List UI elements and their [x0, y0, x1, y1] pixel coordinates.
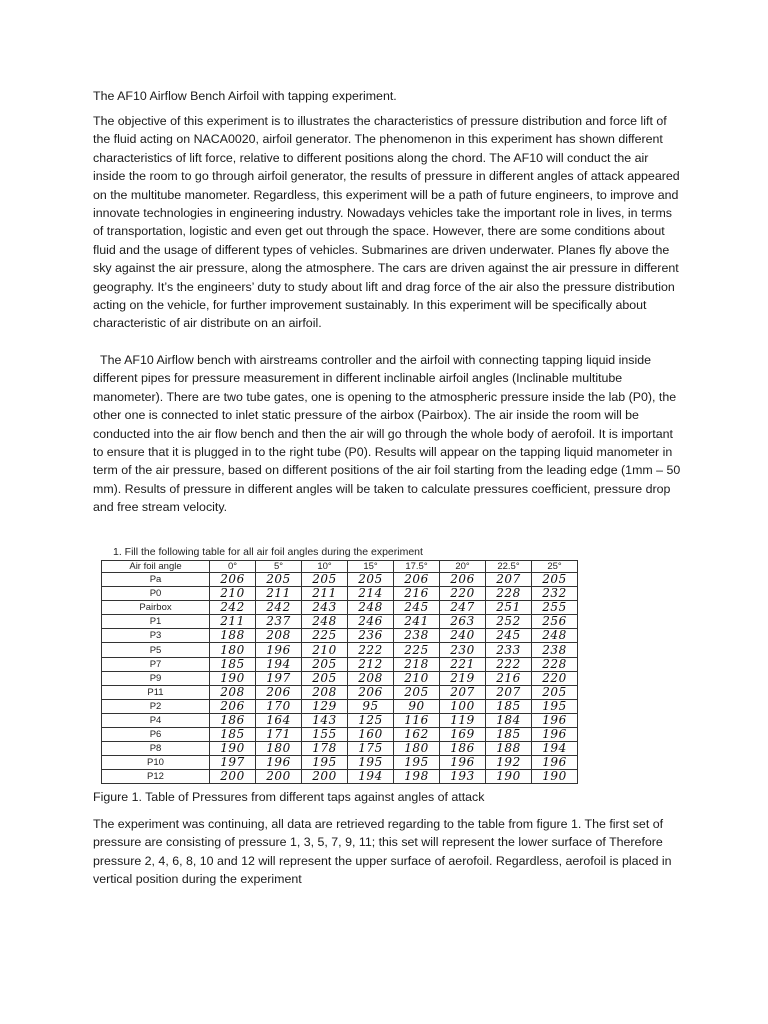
pressure-value-cell: 143 [302, 713, 348, 727]
pressure-value-cell: 116 [394, 713, 440, 727]
pressure-label-cell: P1 [102, 615, 210, 629]
pressure-value-cell: 216 [394, 587, 440, 601]
pressure-value-cell: 248 [532, 629, 578, 643]
angle-header-cell: 0° [210, 561, 256, 573]
angle-header-cell: 17.5° [394, 561, 440, 573]
pressure-value-cell: 205 [532, 685, 578, 699]
pressure-value-cell: 190 [532, 770, 578, 784]
pressure-value-cell: 206 [440, 573, 486, 587]
table-header-row [102, 561, 578, 573]
pressure-value-cell: 211 [302, 587, 348, 601]
table-row [102, 699, 578, 713]
pressure-value-cell: 207 [486, 685, 532, 699]
pressure-value-cell: 169 [440, 728, 486, 742]
pressure-value-cell: 186 [210, 713, 256, 727]
document-title: The AF10 Airflow Bench Airfoil with tapping experiment. [93, 89, 397, 103]
pressure-label-cell: P5 [102, 643, 210, 657]
pressure-value-cell: 236 [348, 629, 394, 643]
pressure-value-cell: 242 [210, 601, 256, 615]
pressure-label-cell: P10 [102, 756, 210, 770]
pressure-value-cell: 208 [256, 629, 302, 643]
pressure-value-cell: 185 [210, 657, 256, 671]
pressure-value-cell: 197 [210, 756, 256, 770]
pressure-value-cell: 205 [302, 671, 348, 685]
pressure-value-cell: 95 [348, 699, 394, 713]
pressure-value-cell: 211 [256, 587, 302, 601]
pressure-value-cell: 205 [394, 685, 440, 699]
table-row [102, 629, 578, 643]
pressure-label-cell: P7 [102, 657, 210, 671]
pressure-value-cell: 205 [302, 657, 348, 671]
pressure-value-cell: 214 [348, 587, 394, 601]
pressure-value-cell: 247 [440, 601, 486, 615]
pressure-value-cell: 212 [348, 657, 394, 671]
pressure-value-cell: 195 [532, 699, 578, 713]
angle-header-cell: 22.5° [486, 561, 532, 573]
pressure-value-cell: 164 [256, 713, 302, 727]
pressure-value-cell: 195 [348, 756, 394, 770]
pressure-value-cell: 245 [394, 601, 440, 615]
pressure-value-cell: 194 [348, 770, 394, 784]
pressure-value-cell: 206 [210, 699, 256, 713]
pressure-value-cell: 180 [256, 742, 302, 756]
pressure-value-cell: 230 [440, 643, 486, 657]
pressure-value-cell: 238 [394, 629, 440, 643]
pressure-value-cell: 196 [532, 728, 578, 742]
apparatus-paragraph [93, 351, 683, 517]
pressure-value-cell: 184 [486, 713, 532, 727]
pressure-value-cell: 251 [486, 601, 532, 615]
pressure-value-cell: 216 [486, 671, 532, 685]
pressure-value-cell: 248 [302, 615, 348, 629]
table-row [102, 601, 578, 615]
pressure-value-cell: 175 [348, 742, 394, 756]
pressure-value-cell: 188 [486, 742, 532, 756]
table-row [102, 615, 578, 629]
pressure-value-cell: 206 [256, 685, 302, 699]
pressure-value-cell: 263 [440, 615, 486, 629]
angle-header-cell: 15° [348, 561, 394, 573]
pressure-value-cell: 255 [532, 601, 578, 615]
pressure-value-cell: 228 [486, 587, 532, 601]
pressure-value-cell: 240 [440, 629, 486, 643]
table-body [102, 573, 578, 784]
pressure-value-cell: 180 [394, 742, 440, 756]
pressure-value-cell: 207 [486, 573, 532, 587]
pressure-value-cell: 252 [486, 615, 532, 629]
pressure-value-cell: 129 [302, 699, 348, 713]
pressure-value-cell: 206 [394, 573, 440, 587]
pressure-value-cell: 197 [256, 671, 302, 685]
pressure-value-cell: 194 [532, 742, 578, 756]
pressure-value-cell: 190 [210, 742, 256, 756]
pressure-value-cell: 228 [532, 657, 578, 671]
pressure-value-cell: 225 [394, 643, 440, 657]
pressure-value-cell: 192 [486, 756, 532, 770]
pressure-value-cell: 186 [440, 742, 486, 756]
pressure-value-cell: 205 [256, 573, 302, 587]
pressure-value-cell: 190 [486, 770, 532, 784]
pressure-value-cell: 196 [440, 756, 486, 770]
pressure-label-cell: P3 [102, 629, 210, 643]
table-row [102, 685, 578, 699]
table-row [102, 742, 578, 756]
pressure-value-cell: 232 [532, 587, 578, 601]
pressure-value-cell: 190 [210, 671, 256, 685]
pressure-label-cell: P12 [102, 770, 210, 784]
pressure-value-cell: 196 [532, 713, 578, 727]
pressure-value-cell: 100 [440, 699, 486, 713]
pressure-value-cell: 205 [348, 573, 394, 587]
pressure-value-cell: 208 [210, 685, 256, 699]
header-label-cell: Air foil angle [102, 561, 210, 573]
pressure-value-cell: 256 [532, 615, 578, 629]
pressure-value-cell: 188 [210, 629, 256, 643]
pressure-value-cell: 162 [394, 728, 440, 742]
pressure-value-cell: 119 [440, 713, 486, 727]
pressure-value-cell: 210 [210, 587, 256, 601]
angle-header-cell: 10° [302, 561, 348, 573]
pressure-value-cell: 208 [348, 671, 394, 685]
pressure-value-cell: 238 [532, 643, 578, 657]
pressure-value-cell: 90 [394, 699, 440, 713]
pressure-value-cell: 200 [210, 770, 256, 784]
pressure-label-cell: P11 [102, 685, 210, 699]
pressure-label-cell: Pa [102, 573, 210, 587]
pressure-label-cell: P6 [102, 728, 210, 742]
pressure-value-cell: 248 [348, 601, 394, 615]
pressure-value-cell: 185 [486, 699, 532, 713]
table-row [102, 728, 578, 742]
pressure-value-cell: 225 [302, 629, 348, 643]
pressure-value-cell: 178 [302, 742, 348, 756]
pressure-label-cell: P2 [102, 699, 210, 713]
table-row [102, 587, 578, 601]
table-row [102, 643, 578, 657]
results-paragraph: The experiment was continuing, all data are retrieved regarding to the table from figure 1. The first set of pressure are consisting of pressure 1, 3, 5, 7, 9, 11; this set will represent the lower surface of Therefore pressure 2, 4, 6, 8, 10 and 12 will represent the upper surface of aerofoil. Regardless, aerofoil is placed in vertical position during the experiment [93, 817, 672, 887]
pressure-value-cell: 185 [486, 728, 532, 742]
pressure-value-cell: 200 [302, 770, 348, 784]
table-row [102, 671, 578, 685]
pressure-value-cell: 208 [302, 685, 348, 699]
pressure-label-cell: P9 [102, 671, 210, 685]
pressure-value-cell: 245 [486, 629, 532, 643]
pressure-value-cell: 196 [532, 756, 578, 770]
pressure-table [101, 560, 578, 784]
pressure-value-cell: 160 [348, 728, 394, 742]
pressure-label-cell: P0 [102, 587, 210, 601]
pressure-table-figure [101, 544, 579, 784]
pressure-value-cell: 206 [210, 573, 256, 587]
pressure-value-cell: 207 [440, 685, 486, 699]
pressure-value-cell: 242 [256, 601, 302, 615]
pressure-value-cell: 241 [394, 615, 440, 629]
figure-caption: Figure 1. Table of Pressures from different taps against angles of attack [93, 790, 485, 804]
pressure-value-cell: 221 [440, 657, 486, 671]
pressure-value-cell: 220 [532, 671, 578, 685]
pressure-value-cell: 155 [302, 728, 348, 742]
pressure-value-cell: 185 [210, 728, 256, 742]
pressure-value-cell: 205 [302, 573, 348, 587]
pressure-value-cell: 211 [210, 615, 256, 629]
pressure-value-cell: 195 [302, 756, 348, 770]
pressure-value-cell: 200 [256, 770, 302, 784]
table-row [102, 573, 578, 587]
pressure-value-cell: 194 [256, 657, 302, 671]
pressure-value-cell: 125 [348, 713, 394, 727]
pressure-value-cell: 246 [348, 615, 394, 629]
pressure-value-cell: 210 [302, 643, 348, 657]
pressure-value-cell: 205 [532, 573, 578, 587]
pressure-value-cell: 196 [256, 756, 302, 770]
objective-paragraph: The objective of this experiment is to illustrates the characteristics of pressure distribution and force lift of the fluid acting on NACA0020, airfoil generator. The phenomenon in this experiment has shown different characteristics of lift force, relative to different positions along the chord. The AF10 will conduct the air inside the room to go through airfoil generator, the results of pressure in different angles of attack appeared on the multitube manometer. Regardless, this experiment will be a path of future engineers, to improve and innovate technologies in engineering industry. Nowadays vehicles take the important role in lives, in terms of transportation, logistic and even get out through the space. However, there are some conditions about fluid and the usage of different types of vehicles. Submarines are driven underwater. Planes fly above the sky against the air pressure, along the atmosphere. The cars are driven against the air pressure in different geography. It’s the engineers’ duty to study about lift and drag force of the air also the pressure distribution acting on the vehicle, for further improvement sustainably. In this experiment will be specifically about characteristic of air distribute on an airfoil. [93, 114, 680, 331]
angle-header-cell: 20° [440, 561, 486, 573]
angle-header-cell: 25° [532, 561, 578, 573]
pressure-value-cell: 222 [486, 657, 532, 671]
pressure-value-cell: 206 [348, 685, 394, 699]
table-row [102, 770, 578, 784]
table-heading: 1. Fill the following table for all air foil angles during the experiment [113, 546, 423, 558]
pressure-value-cell: 222 [348, 643, 394, 657]
pressure-value-cell: 193 [440, 770, 486, 784]
pressure-value-cell: 170 [256, 699, 302, 713]
pressure-label-cell: P8 [102, 742, 210, 756]
pressure-value-cell: 196 [256, 643, 302, 657]
pressure-value-cell: 180 [210, 643, 256, 657]
pressure-value-cell: 233 [486, 643, 532, 657]
table-row [102, 756, 578, 770]
apparatus-paragraph-text: The AF10 Airflow bench with airstreams controller and the airfoil with connecting tapping liquid inside different pipes for pressure measurement in different inclinable airfoil angles (Inclinable multitube manometer). There are two tube gates, one is opening to the atmospheric pressure inside the lab (P0), the other one is connected to inlet static pressure of the airbox (Pairbox). The air inside the room will be conducted into the air flow bench and then the air will go through the whole body of aerofoil. It is important to ensure that it is plugged in to the right tube (P0). Results will appear on the tapping liquid manometer in term of the air pressure, based on different positions of the air foil starting from the leading edge (1mm – 50 mm). Results of pressure in different angles will be taken to calculate pressures coefficient, pressure drop and free stream velocity. [93, 353, 681, 515]
table-row [102, 713, 578, 727]
angle-header-cell: 5° [256, 561, 302, 573]
pressure-value-cell: 219 [440, 671, 486, 685]
pressure-value-cell: 171 [256, 728, 302, 742]
pressure-label-cell: Pairbox [102, 601, 210, 615]
pressure-value-cell: 198 [394, 770, 440, 784]
pressure-value-cell: 195 [394, 756, 440, 770]
table-row [102, 657, 578, 671]
pressure-value-cell: 218 [394, 657, 440, 671]
pressure-value-cell: 210 [394, 671, 440, 685]
pressure-value-cell: 237 [256, 615, 302, 629]
pressure-value-cell: 220 [440, 587, 486, 601]
pressure-label-cell: P4 [102, 713, 210, 727]
pressure-value-cell: 243 [302, 601, 348, 615]
